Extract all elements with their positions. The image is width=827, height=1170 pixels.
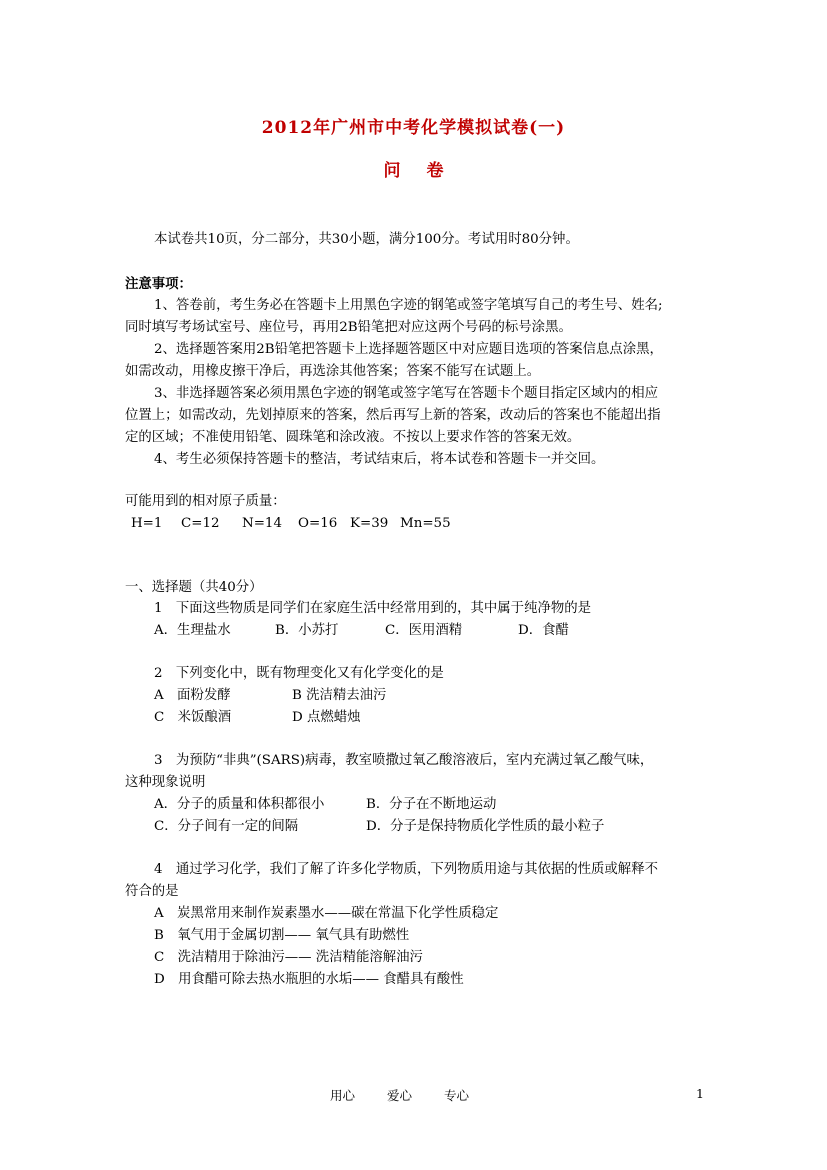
option-d: D 点燃蜡烛	[292, 710, 361, 725]
atomic-mass: C=12	[181, 516, 220, 531]
option-c: C．分子间有一定的间隔	[154, 819, 299, 834]
atomic-mass-row	[0, 513, 827, 535]
question-options	[0, 816, 827, 838]
notes-heading: 注意事项：	[125, 276, 192, 292]
option-b: B．分子在不断地运动	[366, 797, 497, 812]
note-line: 定的区域；不准使用铅笔、圆珠笔和涂改液。不按以上要求作答的答案无效。	[125, 430, 581, 445]
option-a: A 面粉发酵	[154, 688, 231, 703]
note-line: 1、答卷前，考生务必在答题卡上用黑色字迹的钢笔或签字笔填写自己的考生号、姓名;	[154, 298, 663, 313]
note-line: 3、非选择题答案必须用黑色字迹的钢笔或签字笔写在答题卡个题目指定区域内的相应	[154, 386, 658, 401]
option-b: B 洗洁精去油污	[292, 688, 387, 703]
question-stem: 3 为预防“非典”(SARS)病毒，教室喷撒过氧乙酸溶液后，室内充满过氧乙酸气味，	[154, 753, 654, 768]
option-d: D．分子是保持物质化学性质的最小粒子	[366, 819, 605, 834]
option-d: D 用食醋可除去热水瓶胆的水垢—— 食醋具有酸性	[154, 972, 464, 987]
atomic-mass: O=16	[298, 516, 338, 531]
footer-item: 专心	[444, 1088, 470, 1103]
footer-item: 爱心	[387, 1088, 413, 1103]
note-line: 4、考生必须保持答题卡的整洁，考试结束后，将本试卷和答题卡一并交回。	[154, 452, 605, 467]
atomic-mass-heading: 可能用到的相对原子质量：	[125, 494, 286, 509]
option-c: C．医用酒精	[385, 623, 463, 638]
note-line: 同时填写考场试室号、座位号，再用2B铅笔把对应这两个号码的标号涂黑。	[125, 320, 572, 335]
exam-title: 2012年广州市中考化学模拟试卷(一)	[261, 118, 566, 138]
option-d: D．食醋	[518, 623, 569, 638]
note-line: 如需改动，用橡皮擦干净后，再选涂其他答案；答案不能写在试题上。	[125, 364, 541, 379]
atomic-mass: Mn=55	[400, 516, 451, 531]
atomic-mass: N=14	[242, 516, 282, 531]
question-stem: 这种现象说明	[125, 775, 206, 790]
section-heading: 一、选择题（共40分）	[125, 580, 263, 595]
option-a: A．分子的质量和体积都很小	[154, 797, 325, 812]
atomic-mass: K=39	[350, 516, 389, 531]
option-b: B．小苏打	[275, 623, 339, 638]
question-options	[0, 685, 827, 707]
question-stem: 2 下列变化中，既有物理变化又有化学变化的是	[154, 666, 444, 681]
option-c: C 米饭酿酒	[154, 710, 232, 725]
question-stem: 1 下面这些物质是同学们在家庭生活中经常用到的，其中属于纯净物的是	[154, 601, 592, 616]
footer-item: 用心	[330, 1088, 356, 1103]
page-number: 1	[696, 1086, 704, 1101]
option-b: B 氧气用于金属切割—— 氧气具有助燃性	[154, 928, 410, 943]
option-a: A 炭黑常用来制作炭素墨水——碳在常温下化学性质稳定	[154, 906, 499, 921]
atomic-mass: H=1	[131, 516, 163, 531]
option-c: C 洗洁精用于除油污—— 洗洁精能溶解油污	[154, 950, 423, 965]
note-line: 位置上；如需改动，先划掉原来的答案，然后再写上新的答案，改动后的答案也不能超出指	[125, 408, 661, 423]
question-stem: 4 通过学习化学，我们了解了许多化学物质，下列物质用途与其依据的性质或解释不	[154, 862, 658, 877]
question-options	[0, 620, 827, 642]
question-options	[0, 794, 827, 816]
question-stem: 符合的是	[125, 884, 179, 899]
exam-subtitle: 问卷	[383, 161, 470, 181]
note-line: 2、选择题答案用2B铅笔把答题卡上选择题答题区中对应题目选项的答案信息点涂黑，	[154, 342, 663, 357]
intro-text: 本试卷共10页，分二部分，共30小题，满分100分。考试用时80分钟。	[154, 232, 579, 247]
question-options	[0, 707, 827, 729]
option-a: A．生理盐水	[154, 623, 231, 638]
